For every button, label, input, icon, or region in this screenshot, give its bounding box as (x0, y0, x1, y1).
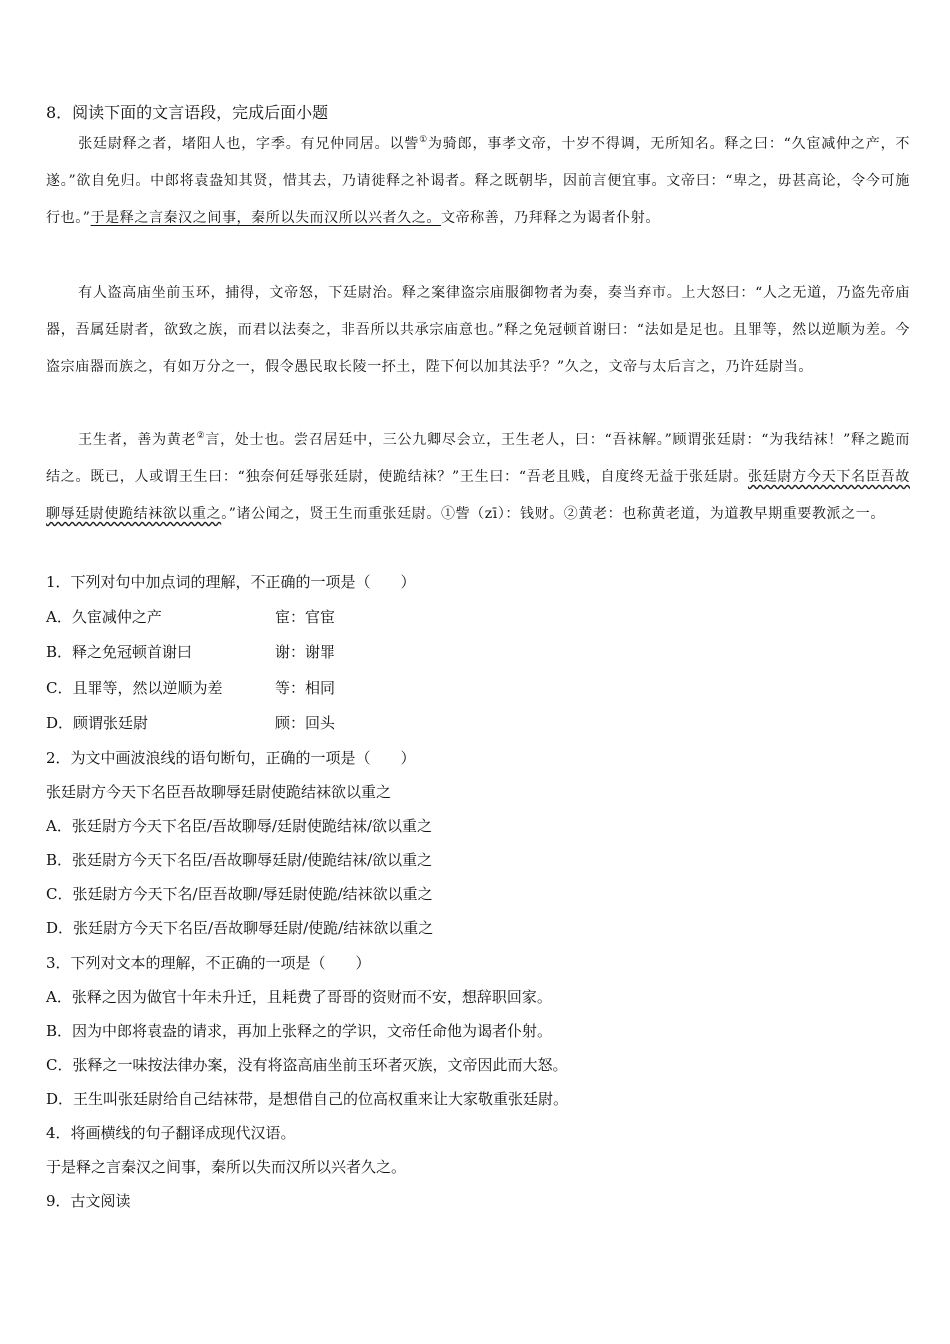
q1-option-d[interactable]: D．顾谓张廷尉 (46, 714, 149, 732)
q1-option-a[interactable]: A．久宦减仲之产 (46, 608, 162, 626)
q3-option-c[interactable]: C．张释之一味按法律办案，没有将盗高庙坐前玉环者灭族，文帝因此而大怒。 (46, 1056, 568, 1074)
question-8-title: 8．阅读下面的文言语段，完成后面小题 (46, 103, 329, 122)
para3-text-c: 。”诸公闻之，贤王生而重张廷尉。①訾（zī）：钱财。②黄老：也称黄老道，为道教早期重要教派之一。 (221, 506, 886, 522)
passage-paragraph-3 (46, 422, 910, 533)
q1-option-d-value: 顾：回头 (275, 714, 336, 732)
question-2-sentence: 张廷尉方今天下名臣吾故聊辱廷尉使跪结袜欲以重之 (46, 783, 392, 801)
para3-text-a: 王生者，善为黄老 (78, 432, 197, 448)
question-4-sentence: 于是释之言秦汉之间事，秦所以失而汉所以兴者久之。 (46, 1158, 407, 1176)
q2-option-a[interactable]: A．张廷尉方今天下名臣/吾故聊辱/廷尉使跪结袜/欲以重之 (46, 817, 432, 835)
q1-option-a-value: 宦：官宦 (275, 608, 336, 626)
underlined-sentence: 于是释之言秦汉之间事，秦所以失而汉所以兴者久之。 (90, 210, 441, 226)
para1-text-c: 文帝称善，乃拜释之为谒者仆射。 (440, 210, 660, 226)
question-9-title: 9．古文阅读 (46, 1192, 131, 1210)
q3-option-d[interactable]: D．王生叫张廷尉给自己结袜带，是想借自己的位高权重来让大家敬重张廷尉。 (46, 1090, 569, 1108)
q1-option-c-value: 等：相同 (275, 679, 336, 697)
question-2-stem: 2．为文中画波浪线的语句断句，正确的一项是（ ） (46, 749, 416, 767)
footnote-marker-1: ① (419, 135, 428, 145)
q1-option-b-value: 谢：谢罪 (275, 643, 336, 661)
q3-option-b[interactable]: B．因为中郎将袁盎的请求，再加上张释之的学识，文帝任命他为谒者仆射。 (46, 1022, 553, 1040)
para2-text: 有人盗高庙坐前玉环，捕得，文帝怒，下廷尉治。释之案律盗宗庙服御物者为奏，奏当弃市。上大怒曰：“人之无道，乃盗先帝庙器，吾属廷尉者，欲致之族，而君以法奏之，非吾所以共承宗庙意也。”释之免冠顿首谢曰：“法如是足也。且罪等，然以逆顺为差。今盗宗庙器而族之，有如万分之一，假令愚民取长陵一抔土，陛下何以加其法乎？”久之，文帝与太后言之，乃许廷尉当。 (46, 285, 910, 375)
question-3-stem: 3．下列对文本的理解，不正确的一项是（ ） (46, 954, 371, 972)
question-4-stem: 4．将画横线的句子翻译成现代汉语。 (46, 1124, 296, 1142)
para3-text-b: 言，处士也。尝召居廷中，三公九卿尽会立，王生老人，曰：“吾袜解。”顾谓张廷尉：“为我结袜！”释之跪而结之。既已，人或谓王生曰：“独奈何廷辱张廷尉，使跪结袜？”王生曰：“吾老且贱，自度终无益于张廷尉。 (46, 432, 910, 485)
footnote-marker-2: ② (196, 431, 206, 441)
para1-text-a: 张廷尉释之者，堵阳人也，字季。有兄仲同居。以訾 (78, 136, 420, 152)
q1-option-c[interactable]: C．且罪等，然以逆顺为差 (46, 679, 223, 697)
passage-paragraph-2 (46, 275, 910, 386)
q1-option-b[interactable]: B．释之免冠顿首谢曰 (46, 643, 193, 661)
q2-option-c[interactable]: C．张廷尉方今天下名/臣吾故聊/辱廷尉使跪/结袜欲以重之 (46, 885, 433, 903)
passage-paragraph-1 (46, 126, 910, 237)
q2-option-b[interactable]: B．张廷尉方今天下名臣/吾故聊辱廷尉/使跪结袜/欲以重之 (46, 851, 433, 869)
wavy-underlined-sentence: 张廷尉方今天下名臣吾故聊辱廷尉使跪结袜欲以重之 (46, 469, 910, 522)
para1-text-b: 为骑郎，事孝文帝，十岁不得调，无所知名。释之曰：“久宦减仲之产，不遂。”欲自免归。中郎将袁盎知其贤，惜其去，乃请徙释之补谒者。释之既朝毕，因前言便宜事。文帝曰：“卑之，毋甚高论，令今可施行也。” (46, 136, 910, 226)
question-1-stem: 1．下列对句中加点词的理解，不正确的一项是（ ） (46, 573, 416, 591)
q2-option-d[interactable]: D．张廷尉方今天下名臣/吾故聊辱廷尉/使跪/结袜欲以重之 (46, 919, 434, 937)
q3-option-a[interactable]: A．张释之因为做官十年未升迁，且耗费了哥哥的资财而不安，想辞职回家。 (46, 988, 552, 1006)
